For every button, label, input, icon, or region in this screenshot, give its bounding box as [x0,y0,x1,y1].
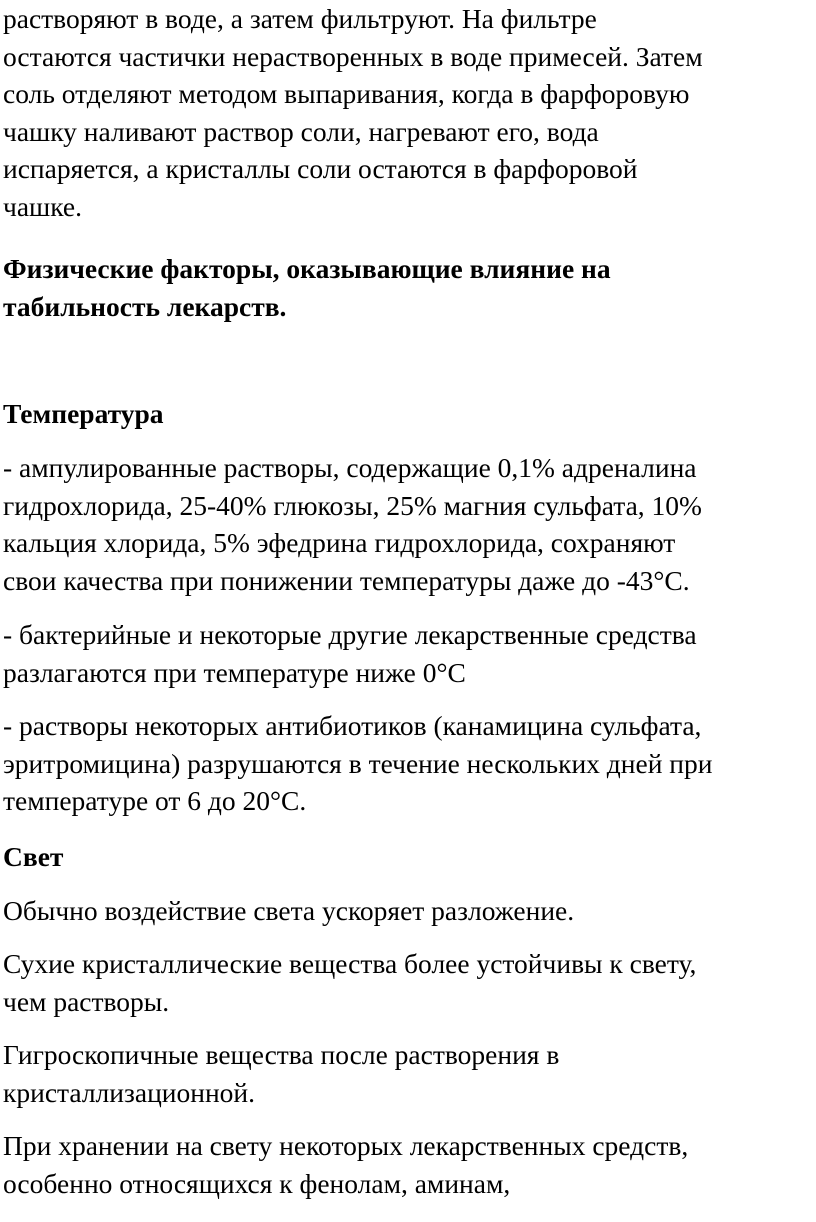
text-line: растворяют в воде, а затем фильтруют. На фильтре [3,3,597,34]
text-line: разлагаются при температуре ниже 0°С [3,656,466,688]
text-line: особенно относящихся к фенолам, аминам, [3,1167,511,1199]
intro-paragraph [3,0,703,225]
text-line: Гигроскопичные вещества после растворения в [3,1039,560,1070]
temperature-item-1 [3,449,702,599]
section-title-line: Физические факторы, оказывающие влияние на [3,253,611,284]
text-line: свои качества при понижении температуры даже до -43°С. [3,564,690,596]
text-line: чашку наливают раствор соли, нагревают его, вода [3,115,599,147]
text-line: гидрохлорида, 25-40% глюкозы, 25% магния сульфата, 10% [3,489,702,521]
text-line: соль отделяют методом выпаривания, когда в фарфоровую [3,78,690,109]
light-paragraph-3 [3,1036,559,1111]
text-line: чашке. [3,190,82,222]
section-title-line: табильность лекарств. [3,290,287,322]
section-title [3,250,611,325]
text-line: остаются частички нерастворенных в воде примесей. Затем [3,40,703,72]
temperature-item-3 [3,707,712,820]
text-line: эритромицина) разрушаются в течение нескольких дней при [3,747,713,779]
text-line: - ампулированные растворы, содержащие 0,1% адреналина [3,452,697,483]
light-paragraph-2 [3,945,696,1020]
light-paragraph-1: Обычно воздействие света ускоряет разложение. [3,895,575,926]
text-line: При хранении на свету некоторых лекарственных средств, [3,1130,689,1161]
text-line: кристаллизационной. [3,1076,256,1108]
text-line: кальция хлорида, 5% эфедрина гидрохлорида, сохраняют [3,527,676,558]
text-line: Сухие кристаллические вещества более устойчивы к свету, [3,948,697,979]
light-heading: Свет [3,841,64,872]
text-line: испаряется, а кристаллы соли остаются в фарфоровой [3,153,638,184]
light-paragraph-4 [3,1127,688,1202]
text-line: температуре от 6 до 20°С. [3,785,307,816]
temperature-item-2 [3,616,697,691]
temperature-heading: Температура [3,398,164,429]
text-line: чем растворы. [3,985,170,1017]
text-line: - бактерийные и некоторые другие лекарственные средства [3,619,697,650]
text-line: - растворы некоторых антибиотиков (канамицина сульфата, [3,710,702,741]
